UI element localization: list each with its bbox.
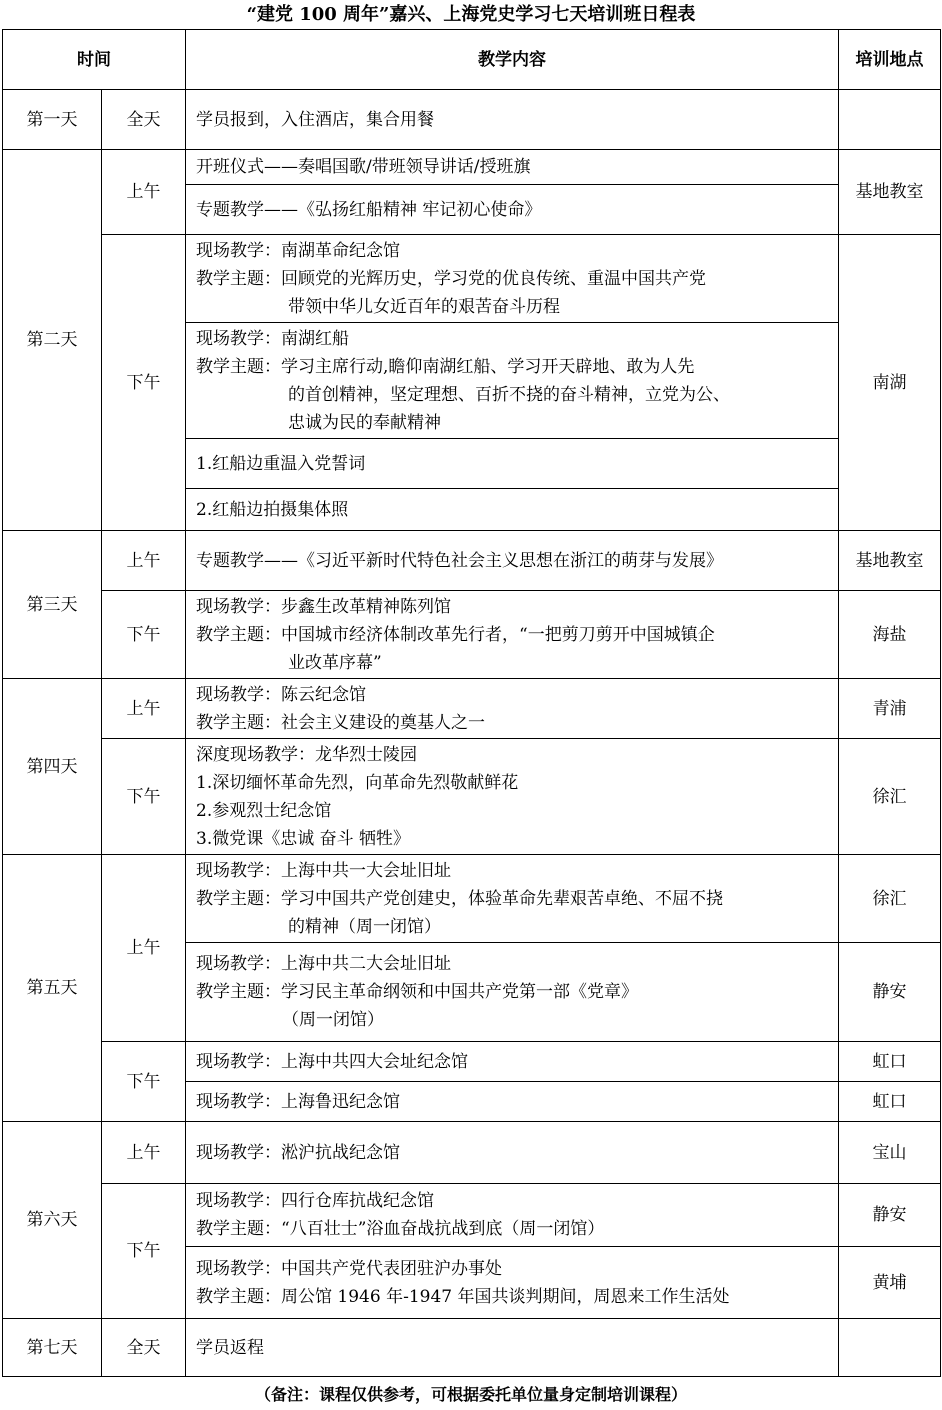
day2-pm-row1 — [3, 235, 941, 323]
schedule-table — [2, 29, 941, 1377]
day5-am-block2 — [186, 943, 839, 1042]
day5-am-block1-line2: 教学主题：学习中国共产党创建史，体验革命先辈艰苦卓绝、不屈不挠 — [196, 888, 723, 909]
day6-pm-block1-line1: 现场教学：四行仓库抗战纪念馆 — [196, 1191, 434, 1211]
day6-pm-location1: 静安 — [839, 1184, 941, 1247]
day2-pm-block1 — [186, 235, 839, 323]
day3-pm-block — [186, 591, 839, 679]
day1-location — [839, 90, 941, 150]
day2-pm-block1-line2: 教学主题：回顾党的光辉历史，学习党的优良传统、重温中国共产党 — [196, 268, 706, 289]
day4-pm-line3: 2.参观烈士纪念馆 — [196, 800, 332, 821]
day5-am-slot: 上午 — [102, 855, 186, 1042]
day3-pm-row — [3, 591, 941, 679]
day4-pm-block — [186, 739, 839, 855]
day2-pm-block2-line1: 现场教学：南湖红船 — [196, 328, 349, 349]
day5-am-block2-line1: 现场教学：上海中共二大会址旧址 — [196, 954, 451, 974]
day6-pm-block2 — [186, 1247, 839, 1319]
day2-label: 第二天 — [3, 150, 102, 531]
day2-pm-block2-line4: 忠诚为民的奉献精神 — [288, 412, 441, 433]
day2-pm-block2-line2: 教学主题：学习主席行动,瞻仰南湖红船、学习开天辟地、敢为人先 — [196, 356, 695, 377]
day2-pm-location: 南湖 — [839, 235, 941, 531]
day4-am-line2: 教学主题：社会主义建设的奠基人之一 — [196, 712, 485, 733]
day7-content: 学员返程 — [186, 1319, 839, 1377]
day6-am-item: 现场教学：淞沪抗战纪念馆 — [186, 1122, 839, 1184]
day2-am-item1: 开班仪式——奏唱国歌/带班领导讲话/授班旗 — [186, 150, 839, 185]
day2-pm-block1-line3: 带领中华儿女近百年的艰苦奋斗历程 — [288, 296, 560, 317]
day5-label: 第五天 — [3, 855, 102, 1122]
day2-am-location: 基地教室 — [839, 150, 941, 235]
day5-am-location1: 徐汇 — [839, 855, 941, 943]
day6-pm-block1-line2: 教学主题：“八百壮士”浴血奋战抗战到底（周一闭馆） — [196, 1219, 605, 1239]
day5-am-block2-line3: （周一闭馆） — [282, 1010, 384, 1030]
day4-am-location: 青浦 — [839, 679, 941, 739]
day3-pm-location: 海盐 — [839, 591, 941, 679]
day7-label: 第七天 — [3, 1319, 102, 1377]
day4-pm-slot: 下午 — [102, 739, 186, 855]
day6-label: 第六天 — [3, 1122, 102, 1319]
header-time: 时间 — [3, 30, 186, 90]
day5-pm-item1: 现场教学：上海中共四大会址纪念馆 — [186, 1042, 839, 1082]
header-row — [3, 30, 941, 90]
day5-pm-item2: 现场教学：上海鲁迅纪念馆 — [186, 1082, 839, 1122]
day6-pm-block2-line2: 教学主题：周公馆 1946 年-1947 年国共谈判期间，周恩来工作生活处 — [196, 1286, 730, 1307]
day3-am-item: 专题教学——《习近平新时代特色社会主义思想在浙江的萌芽与发展》 — [186, 531, 839, 591]
day4-pm-line1: 深度现场教学：龙华烈士陵园 — [196, 744, 417, 765]
footnote: （备注：课程仅供参考，可根据委托单位量身定制培训课程） — [254, 1385, 687, 1404]
day4-pm-line4: 3.微党课《忠诚 奋斗 牺牲》 — [196, 828, 411, 849]
day6-am-slot: 上午 — [102, 1122, 186, 1184]
day2-am-row1 — [3, 150, 941, 185]
day5-pm-slot: 下午 — [102, 1042, 186, 1122]
day1-content: 学员报到，入住酒店，集合用餐 — [186, 90, 839, 150]
day4-am-line1: 现场教学：陈云纪念馆 — [196, 684, 366, 705]
day2-pm-block2-line3: 的首创精神，坚定理想、百折不挠的奋斗精神，立党为公、 — [288, 384, 730, 405]
day4-pm-line2: 1.深切缅怀革命先烈，向革命先烈敬献鲜花 — [196, 772, 519, 793]
day2-pm-slot: 下午 — [102, 235, 186, 531]
day4-pm-row — [3, 739, 941, 855]
day5-pm-row1 — [3, 1042, 941, 1082]
day2-am-item2: 专题教学——《弘扬红船精神 牢记初心使命》 — [186, 185, 839, 235]
day6-pm-block2-line1: 现场教学：中国共产党代表团驻沪办事处 — [196, 1258, 502, 1279]
day5-am-block2-line2: 教学主题：学习民主革命纲领和中国共产党第一部《党章》 — [196, 982, 638, 1002]
day3-am-location: 基地教室 — [839, 531, 941, 591]
day2-pm-block2 — [186, 323, 839, 439]
day5-am-block1-line3: 的精神（周一闭馆） — [288, 916, 441, 937]
day6-pm-location2: 黄埔 — [839, 1247, 941, 1319]
day4-label: 第四天 — [3, 679, 102, 855]
day5-am-block1-line1: 现场教学：上海中共一大会址旧址 — [196, 860, 451, 881]
day3-label: 第三天 — [3, 531, 102, 679]
day3-am-row — [3, 531, 941, 591]
day1-row — [3, 90, 941, 150]
day3-pm-line3: 业改革序幕” — [288, 652, 382, 673]
day1-slot: 全天 — [102, 90, 186, 150]
day6-pm-slot: 下午 — [102, 1184, 186, 1319]
day3-am-slot: 上午 — [102, 531, 186, 591]
day5-am-block1 — [186, 855, 839, 943]
day6-pm-row1 — [3, 1184, 941, 1247]
day1-label: 第一天 — [3, 90, 102, 150]
document-title: “建党 100 周年”嘉兴、上海党史学习七天培训班日程表 — [246, 4, 696, 25]
day7-slot: 全天 — [102, 1319, 186, 1377]
day4-am-block — [186, 679, 839, 739]
header-content: 教学内容 — [186, 30, 839, 90]
day6-pm-block1 — [186, 1184, 839, 1247]
day2-pm-item4: 2.红船边拍摄集体照 — [186, 489, 839, 531]
day4-am-slot: 上午 — [102, 679, 186, 739]
day4-am-row — [3, 679, 941, 739]
day3-pm-slot: 下午 — [102, 591, 186, 679]
day5-am-location2: 静安 — [839, 943, 941, 1042]
day5-pm-location1: 虹口 — [839, 1042, 941, 1082]
day5-pm-location2: 虹口 — [839, 1082, 941, 1122]
day3-pm-line2: 教学主题：中国城市经济体制改革先行者，“一把剪刀剪开中国城镇企 — [196, 624, 715, 645]
day5-am-row1 — [3, 855, 941, 943]
header-location: 培训地点 — [839, 30, 941, 90]
day2-am-slot: 上午 — [102, 150, 186, 235]
day6-am-location: 宝山 — [839, 1122, 941, 1184]
day2-pm-item3: 1.红船边重温入党誓词 — [186, 439, 839, 489]
day7-row — [3, 1319, 941, 1377]
day4-pm-location: 徐汇 — [839, 739, 941, 855]
day7-location — [839, 1319, 941, 1377]
day2-pm-block1-line1: 现场教学：南湖革命纪念馆 — [196, 240, 400, 261]
day6-am-row — [3, 1122, 941, 1184]
day3-pm-line1: 现场教学：步鑫生改革精神陈列馆 — [196, 596, 451, 617]
